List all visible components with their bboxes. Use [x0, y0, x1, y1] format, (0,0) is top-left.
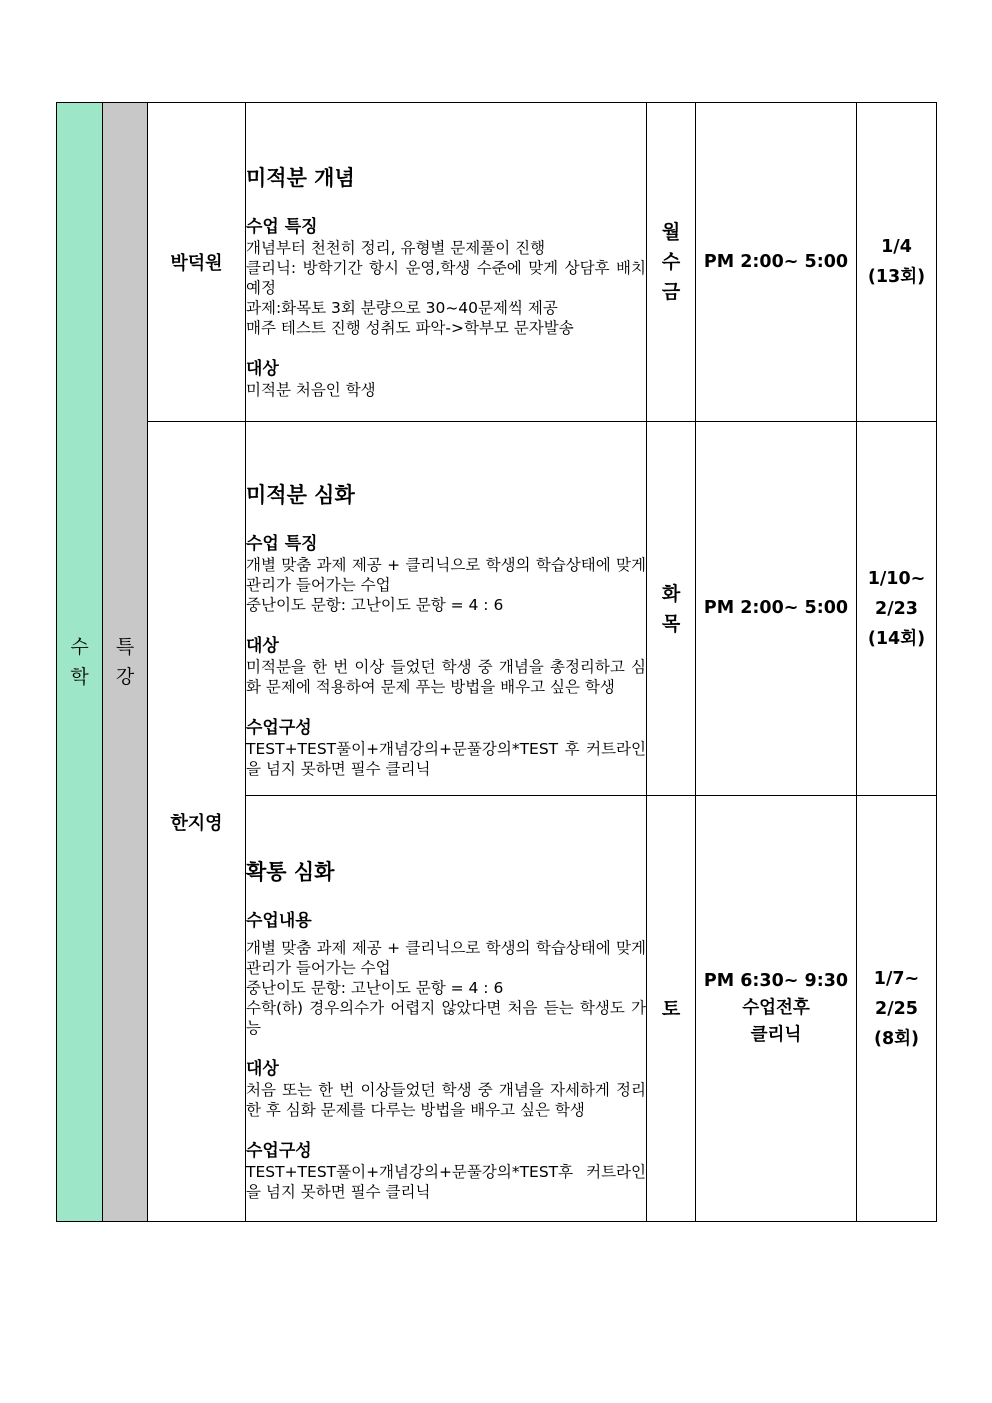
day-char: 토 — [661, 997, 681, 1020]
course-cell — [246, 103, 647, 422]
period-line: (8회) — [873, 1028, 920, 1049]
section-heading: 대상 — [246, 359, 279, 379]
course-title: 미적분 개념 — [246, 166, 355, 190]
section-line: 처음 또는 한 번 이상들었던 학생 중 개념을 자세하게 정리한 후 심화 문제를 다루는 방법을 배우고 싶은 학생 — [246, 1080, 646, 1119]
category-cell — [103, 103, 148, 1222]
schedule-table — [56, 102, 937, 1222]
day-char: 화 — [661, 582, 681, 605]
period-line: 1/7~ — [873, 968, 920, 989]
period-line: 2/23 — [875, 598, 918, 619]
section-heading: 수업 특징 — [246, 217, 318, 237]
subject-char: 학 — [70, 666, 89, 688]
course-title: 확통 심화 — [246, 859, 335, 884]
section-line: TEST+TEST풀이+개념강의+문풀강의*TEST 후 커트라인을 넘지 못하면 필수 클리닉 — [246, 739, 646, 778]
period-line: (14회) — [867, 628, 926, 649]
section-line: 미적분 처음인 학생 — [246, 381, 376, 399]
days-cell — [647, 422, 696, 796]
section-line: 중난이도 문항: 고난이도 문항 = 4 : 6 — [246, 595, 504, 614]
section-heading: 대상 — [246, 635, 279, 656]
period-line: 1/4 — [881, 237, 912, 257]
time-line: 클리닉 — [750, 1025, 802, 1045]
section-line: TEST+TEST풀이+개념강의+문풀강의*TEST후 커트라인을 넘지 못하면 필수 클리닉 — [246, 1162, 646, 1201]
section-heading: 대상 — [246, 1058, 279, 1079]
time-cell — [696, 103, 857, 422]
period-line: (13회) — [867, 267, 926, 287]
time-line: PM 2:00~ 5:00 — [703, 598, 849, 618]
period-cell — [857, 103, 937, 422]
section-line: 개별 맞춤 과제 제공 + 클리닉으로 학생의 학습상태에 맞게 관리가 들어가는 수업 — [246, 938, 646, 977]
time-cell — [696, 796, 857, 1222]
day-char: 목 — [661, 612, 681, 635]
section-line: 중난이도 문항: 고난이도 문항 = 4 : 6 — [246, 978, 504, 997]
section-heading: 수업내용 — [246, 910, 312, 931]
table-row — [57, 103, 937, 422]
course-cell — [246, 796, 647, 1222]
period-cell — [857, 796, 937, 1222]
section-heading: 수업 특징 — [246, 533, 318, 554]
teacher-cell: 한지영 — [148, 422, 246, 1222]
section-line: 클리닉: 방학기간 항시 운영,학생 수준에 맞게 상담후 배치 예정 — [246, 259, 646, 297]
section-line: 개념부터 천천히 정리, 유형별 문제풀이 진행 — [246, 239, 546, 257]
days-cell — [647, 796, 696, 1222]
time-cell — [696, 422, 857, 796]
table-row — [57, 422, 937, 796]
days-cell — [647, 103, 696, 422]
section-line: 과제:화목토 3회 분량으로 30~40문제씩 제공 — [246, 299, 558, 317]
section-line: 미적분을 한 번 이상 들었던 학생 중 개념을 총정리하고 심화 문제에 적용하여 문제 푸는 방법을 배우고 싶은 학생 — [246, 657, 646, 696]
section-line: 매주 테스트 진행 성취도 파악->학부모 문자발송 — [246, 319, 574, 337]
period-cell — [857, 422, 937, 796]
subject-char: 수 — [70, 636, 89, 658]
subject-cell — [57, 103, 103, 1222]
section-heading: 수업구성 — [246, 717, 312, 738]
section-heading: 수업구성 — [246, 1140, 312, 1161]
time-line: 수업전후 — [742, 998, 810, 1018]
time-line: PM 2:00~ 5:00 — [703, 251, 849, 272]
day-char: 월 — [661, 221, 681, 243]
category-char: 특 — [115, 636, 135, 658]
course-cell — [246, 422, 647, 796]
category-char: 강 — [115, 666, 135, 688]
day-char: 수 — [661, 251, 681, 273]
period-line: 1/10~ — [867, 568, 926, 589]
teacher-cell: 박덕원 — [148, 103, 246, 422]
day-char: 금 — [661, 281, 681, 303]
course-title: 미적분 심화 — [246, 482, 355, 507]
section-line: 개별 맞춤 과제 제공 + 클리닉으로 학생의 학습상태에 맞게 관리가 들어가는 수업 — [246, 555, 646, 594]
section-line: 수학(하) 경우의수가 어렵지 않았다면 처음 듣는 학생도 가능 — [246, 998, 646, 1037]
period-line: 2/25 — [875, 998, 918, 1019]
time-line: PM 6:30~ 9:30 — [703, 971, 849, 991]
